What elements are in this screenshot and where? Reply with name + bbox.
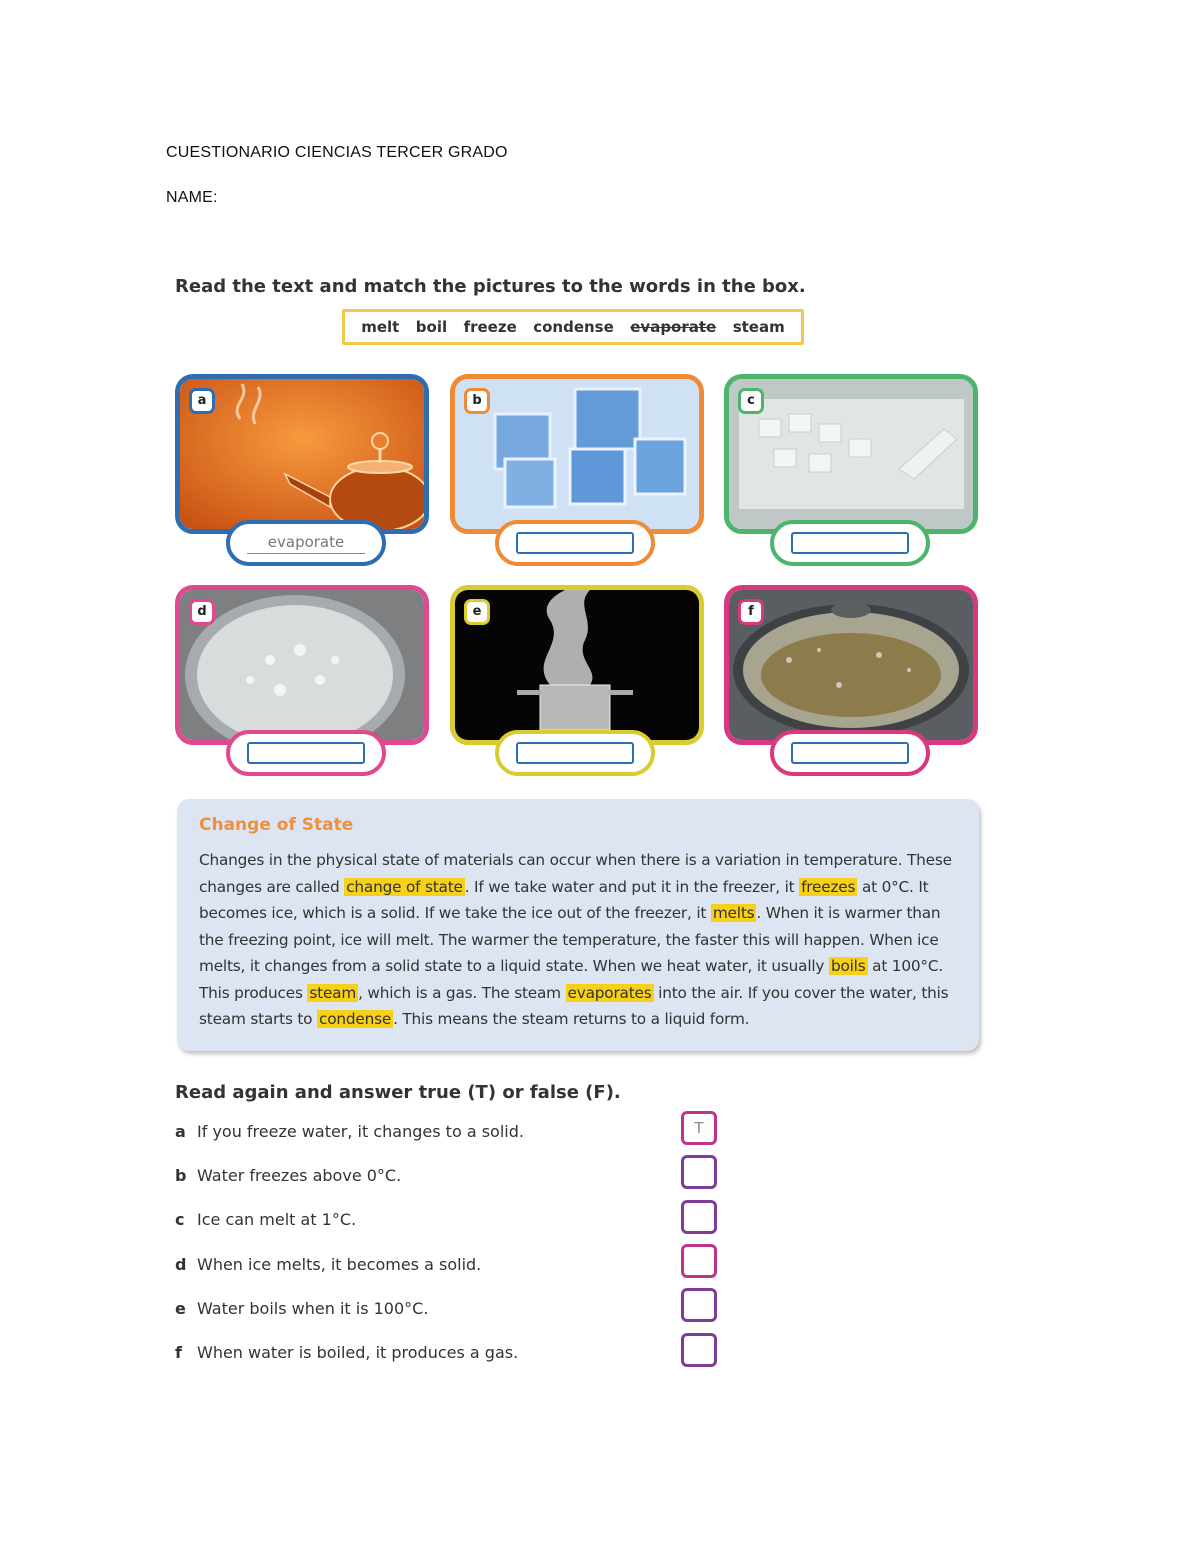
- tf-item-c: c Ice can melt at 1°C.: [175, 1210, 357, 1229]
- tf-item-a: a If you freeze water, it changes to a solid.: [175, 1122, 524, 1141]
- info-text-segment: . This means the steam returns to a liquid form.: [393, 1010, 750, 1028]
- info-text-segment: at 0°C. It becomes ice, which is a solid. If we take the ice out of the freezer, it: [199, 877, 929, 922]
- picture-card-b: [450, 374, 704, 534]
- highlighted-term: melts: [712, 904, 755, 922]
- tf-answer-box-e[interactable]: [681, 1288, 717, 1322]
- card-letter-a: a: [189, 388, 215, 414]
- tf-answer-box-d[interactable]: [681, 1244, 717, 1278]
- answer-bar-b: [495, 520, 655, 566]
- boiling-water-image: [180, 590, 424, 740]
- info-box-text: [199, 847, 957, 1033]
- highlighted-term: freezes: [801, 877, 856, 896]
- answer-field-f[interactable]: [791, 742, 909, 764]
- highlighted-term: condense: [319, 1010, 392, 1028]
- word-steam: steam: [732, 318, 785, 336]
- card-letter-e: e: [464, 599, 490, 625]
- card-letter-d: d: [189, 599, 215, 625]
- word-melt: melt: [361, 318, 400, 336]
- tf-answer-box-c[interactable]: [681, 1200, 717, 1234]
- info-text-segment: into the air. If you cover the water, this steam starts to: [199, 983, 949, 1028]
- true-false-instruction: Read again and answer true (T) or false (F).: [175, 1082, 621, 1103]
- card-letter-f: f: [738, 599, 764, 625]
- answer-bar-d: [226, 730, 386, 776]
- answer-bar-a: [226, 520, 386, 566]
- freezer-ice-image: [729, 379, 973, 529]
- name-label: NAME:: [166, 189, 218, 206]
- tf-answer-box-b[interactable]: [681, 1155, 717, 1189]
- info-text-segment: , which is a gas. The steam: [358, 983, 566, 1002]
- steaming-pot-image: [455, 590, 699, 740]
- picture-card-f: [724, 585, 978, 745]
- document-title: CUESTIONARIO CIENCIAS TERCER GRADO: [166, 144, 508, 161]
- highlighted-term: change of state: [346, 877, 463, 896]
- change-of-state-box: [177, 799, 979, 1051]
- highlighted-term: steam: [309, 983, 357, 1002]
- highlighted-term: evaporates: [567, 983, 652, 1002]
- tf-answer-box-f[interactable]: [681, 1333, 717, 1367]
- info-text-segment: . When it is warmer than the freezing point, ice will melt. The warmer the temperature, the faster this will happen. When ice melts, it changes from a solid state to a liquid state. When we heat water, it usually: [199, 904, 941, 975]
- answer-bar-c: [770, 520, 930, 566]
- info-text-segment: at 100°C. This produces: [199, 957, 943, 1002]
- word-condense: condense: [533, 318, 614, 336]
- picture-card-a: [175, 374, 429, 534]
- picture-card-e: [450, 585, 704, 745]
- covered-pan-image: [729, 590, 973, 740]
- info-text-segment: . If we take water and put it in the freezer, it: [464, 877, 800, 896]
- answer-field-d[interactable]: [247, 742, 365, 764]
- word-freeze: freeze: [463, 318, 517, 336]
- tf-item-d: d When ice melts, it becomes a solid.: [175, 1255, 482, 1274]
- picture-card-d: [175, 585, 429, 745]
- tf-answer-box-a[interactable]: T: [681, 1111, 717, 1145]
- tf-item-b: b Water freezes above 0°C.: [175, 1166, 402, 1185]
- info-box-title: Change of State: [199, 815, 354, 835]
- card-letter-c: c: [738, 388, 764, 414]
- info-text-segment: Changes in the physical state of materials can occur when there is a variation in temperature. These changes are called: [199, 851, 952, 896]
- word-boil: boil: [415, 318, 448, 336]
- match-instruction: Read the text and match the pictures to the words in the box.: [175, 276, 806, 297]
- answer-field-b[interactable]: [516, 532, 634, 554]
- answer-field-c[interactable]: [791, 532, 909, 554]
- teapot-steam-image: [180, 379, 424, 529]
- word-box: [342, 309, 804, 345]
- answer-bar-e: [495, 730, 655, 776]
- answer-bar-f: [770, 730, 930, 776]
- answer-field-e[interactable]: [516, 742, 634, 764]
- ice-cubes-image: [455, 379, 699, 529]
- tf-item-f: f When water is boiled, it produces a gas.: [175, 1343, 519, 1362]
- tf-item-e: e Water boils when it is 100°C.: [175, 1299, 429, 1318]
- picture-card-c: [724, 374, 978, 534]
- card-letter-b: b: [464, 388, 490, 414]
- highlighted-term: boils: [830, 957, 866, 975]
- answer-field-a[interactable]: evaporate: [247, 532, 365, 554]
- word-evaporate-crossed: evaporate: [630, 318, 717, 336]
